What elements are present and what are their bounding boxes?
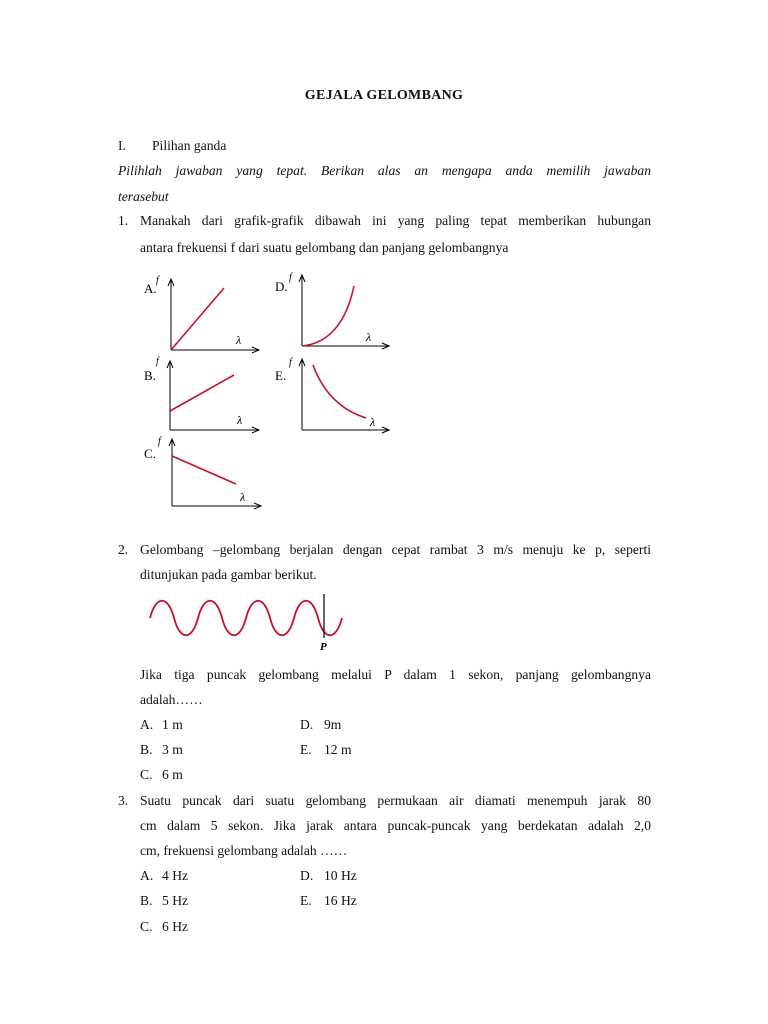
graph-e-x-label: λ — [370, 415, 376, 429]
graph-a-x-label: λ — [236, 333, 242, 347]
q3-option-b-letter: B. — [140, 893, 153, 908]
wave-curve — [150, 601, 342, 636]
question-2-line-1: Gelombang –gelombang berjalan dengan cepat rambat 3 m/s menuju ke p, seperti — [140, 542, 651, 557]
question-2-wave-figure — [140, 590, 372, 654]
document-title: GEJALA GELOMBANG — [304, 88, 464, 103]
graph-e-curve — [313, 365, 366, 418]
q3-option-e-text: 16 Hz — [324, 893, 357, 908]
graph-a-label: A. — [144, 281, 157, 296]
section-label: Pilihan ganda — [152, 138, 227, 153]
graph-b-y-label: f — [156, 356, 159, 367]
question-1-line-1: Manakah dari grafik-grafik dibawah ini yang paling tepat memberikan hubungan — [140, 213, 651, 228]
question-2-number: 2. — [118, 542, 129, 557]
graph-c-x-label: λ — [240, 490, 246, 504]
graph-b-x-label: λ — [237, 413, 243, 427]
graph-a — [144, 275, 259, 353]
graph-d-x-label: λ — [366, 330, 372, 344]
question-3-line-3: cm, frekuensi gelombang adalah …… — [140, 843, 348, 858]
question-2-line-4: adalah…… — [140, 692, 203, 707]
question-3-line-2: cm dalam 5 sekon. Jika jarak antara puncak-puncak yang berdekatan adalah 2,0 — [140, 818, 651, 833]
graph-d — [275, 272, 389, 349]
instruction-line-2: terasebut — [118, 189, 169, 204]
q3-option-e-letter: E. — [300, 893, 312, 908]
section-number: I. — [118, 138, 126, 153]
q2-option-c-text: 6 m — [162, 767, 183, 782]
graph-b — [144, 356, 259, 433]
q2-option-b-text: 3 m — [162, 742, 183, 757]
graph-d-curve — [302, 286, 354, 346]
graph-c-label: C. — [144, 446, 156, 461]
question-1-graphs — [138, 266, 400, 516]
instruction-line-1: Pilihlah jawaban yang tepat. Berikan alas an mengapa anda memilih jawaban — [118, 163, 651, 178]
q3-option-b-text: 5 Hz — [162, 893, 189, 908]
question-2-line-2: ditunjukan pada gambar berikut. — [140, 567, 317, 582]
question-2-line-3: Jika tiga puncak gelombang melalui P dalam 1 sekon, panjang gelombangnya — [140, 667, 651, 682]
graph-a-y-label: f — [156, 275, 159, 286]
q3-option-d-text: 10 Hz — [324, 868, 357, 883]
q2-option-c-letter: C. — [140, 767, 153, 782]
q2-option-e-letter: E. — [300, 742, 312, 757]
q2-option-a-text: 1 m — [162, 717, 183, 732]
graph-b-curve — [170, 375, 234, 411]
graph-c-y-label: f — [158, 436, 161, 447]
graph-e — [275, 357, 389, 433]
q2-option-d-text: 9m — [324, 717, 342, 732]
graph-c-curve — [172, 456, 236, 484]
graph-a-curve — [171, 288, 224, 350]
q2-option-a-letter: A. — [140, 717, 154, 732]
question-3-line-1: Suatu puncak dari suatu gelombang permukaan air diamati menempuh jarak 80 — [140, 793, 651, 808]
graph-d-y-label: f — [289, 272, 292, 283]
question-1-number: 1. — [118, 213, 129, 228]
q3-option-d-letter: D. — [300, 868, 314, 883]
graph-c — [144, 436, 261, 509]
question-3-number: 3. — [118, 793, 129, 808]
q3-option-c-letter: C. — [140, 919, 153, 934]
q2-option-d-letter: D. — [300, 717, 314, 732]
q3-option-a-letter: A. — [140, 868, 154, 883]
graph-b-label: B. — [144, 368, 156, 383]
q2-option-b-letter: B. — [140, 742, 153, 757]
q2-option-e-text: 12 m — [324, 742, 352, 757]
q3-option-a-text: 4 Hz — [162, 868, 189, 883]
graph-e-label: E. — [275, 368, 287, 383]
point-p-label: P — [320, 641, 327, 653]
question-1-line-2: antara frekuensi f dari suatu gelombang dan panjang gelombangnya — [140, 240, 509, 255]
graph-e-y-label: f — [289, 357, 292, 368]
q3-option-c-text: 6 Hz — [162, 919, 189, 934]
graph-d-label: D. — [275, 279, 288, 294]
